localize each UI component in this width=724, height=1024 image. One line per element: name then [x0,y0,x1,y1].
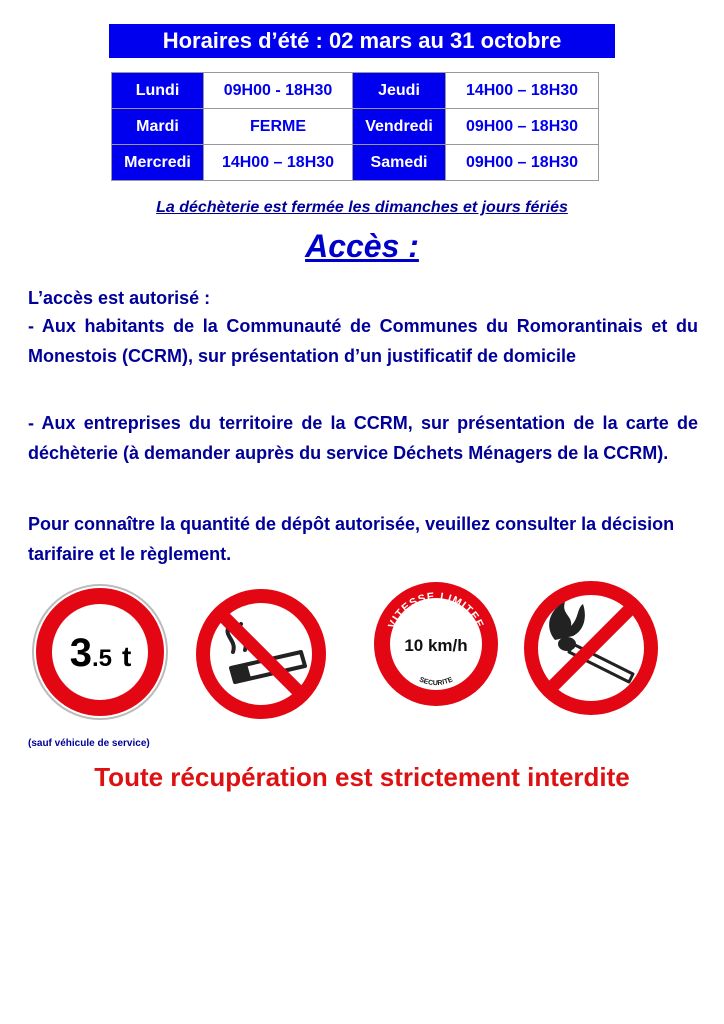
day-cell: Vendredi [353,109,446,145]
no-smoking-sign-icon [193,586,329,722]
table-row [112,145,599,181]
day-cell: Mercredi [112,145,204,181]
access-heading: Accès : [305,228,419,264]
speed-sign-top-text: VITESSE LIMITEE [386,590,486,631]
day-cell: Lundi [112,73,204,109]
access-item-residents: - Aux habitants de la Communauté de Communes du Romorantinais et du Monestois (CCRM), sur présentation d’un justificatif de domicile [28,316,698,366]
weight-decimal: .5 [92,645,113,672]
speed-sign-bottom-text: SECURITE [418,676,454,688]
hours-cell: 09H00 - 18H30 [204,73,353,109]
deposit-quantity-note: Pour connaître la quantité de dépôt autorisée, veuillez consulter la décision tarifaire et le règlement. [28,514,675,564]
day-cell: Jeudi [353,73,446,109]
schedule-table [111,72,599,181]
hours-cell: 09H00 – 18H30 [446,109,599,145]
table-row [112,109,599,145]
hours-cell: 14H00 – 18H30 [204,145,353,181]
no-fire-sign-icon [521,578,661,718]
speed-limit-sign-icon [372,580,500,708]
hours-cell: 09H00 – 18H30 [446,145,599,181]
day-cell: Mardi [112,109,204,145]
hours-cell: FERME [204,109,353,145]
weight-unit: t [122,641,132,672]
weight-limit-sign-icon [30,582,170,722]
hours-cell: 14H00 – 18H30 [446,73,599,109]
weight-main: 3 [69,631,92,675]
speed-value: 10 km/h [404,636,468,655]
page-title: Horaires d’été : 02 mars au 31 octobre [109,24,615,58]
salvage-prohibited-warning: Toute récupération est strictement interdite [94,762,630,792]
sign-row [0,578,724,738]
access-intro: L’accès est autorisé : [28,288,211,308]
table-row [112,73,599,109]
service-vehicle-note: (sauf véhicule de service) [28,738,150,749]
day-cell: Samedi [353,145,446,181]
closed-days-note: La déchèterie est fermée les dimanches et jours fériés [156,199,568,216]
access-item-companies: - Aux entreprises du territoire de la CCRM, sur présentation de la carte de déchèterie (à demander auprès du service Déchets Ménagers de la CCRM). [28,413,698,463]
